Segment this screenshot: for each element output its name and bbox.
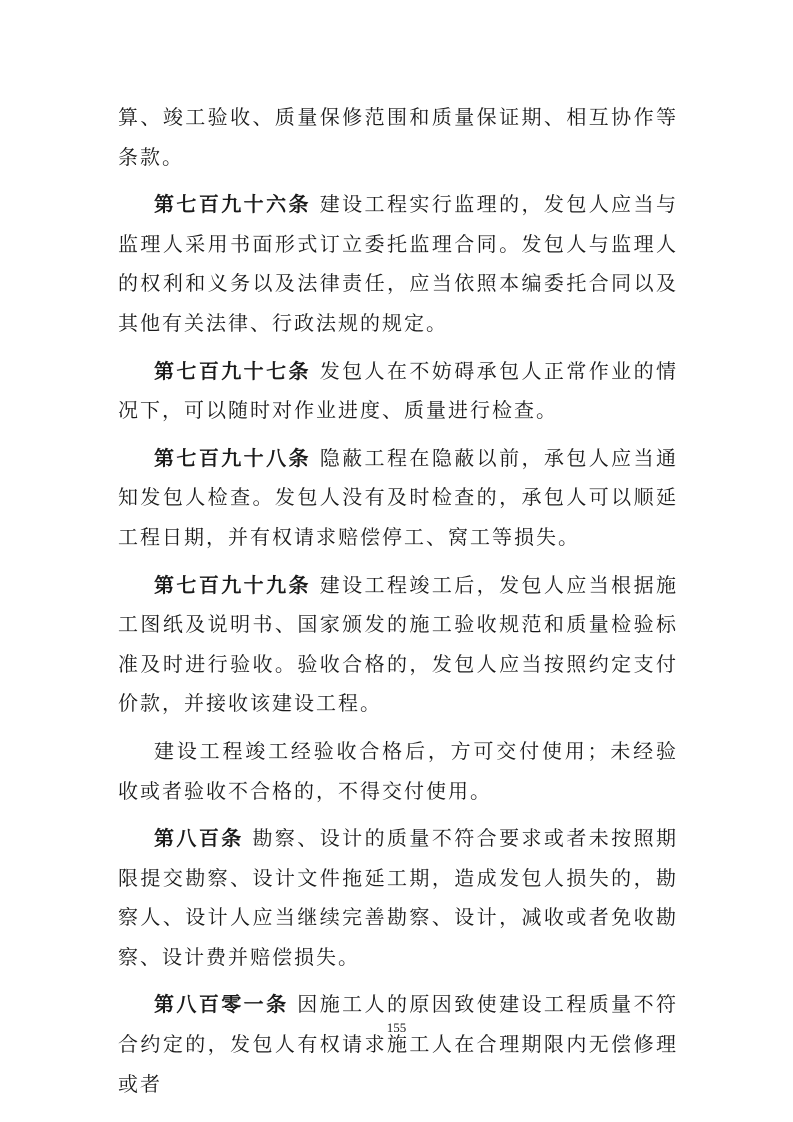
body-text (118, 98, 678, 1112)
article-799 (118, 566, 678, 724)
article-text: 发包人在不妨碍承包人正常作业的情况下，可以随时对作业进度、质量进行检查。 (118, 358, 679, 423)
page-number: 155 (386, 1020, 407, 1035)
article-number: 第八百条 (154, 826, 244, 851)
article-text: 因施工人的原因致使建设工程质量不符合约定的，发包人有权请求施工人在合理期限内无偿修理或者 (118, 992, 679, 1096)
article-797 (118, 352, 678, 431)
article-text: 建设工程竣工后，发包人应当根据施工图纸及说明书、国家颁发的施工验收规范和质量检验标准及时进行验收。验收合格的，发包人应当按照约定支付价款，并接收该建设工程。 (118, 572, 679, 716)
article-number: 第七百九十六条 (154, 192, 311, 217)
paragraph-799-2 (118, 732, 678, 811)
article-800 (118, 819, 678, 977)
article-text: 建设工程实行监理的，发包人应当与监理人采用书面形式订立委托监理合同。发包人与监理人的权利和义务以及法律责任，应当依照本编委托合同以及其他有关法律、行政法规的规定。 (118, 192, 679, 335)
article-text: 隐蔽工程在隐蔽以前，承包人应当通知发包人检查。发包人没有及时检查的，承包人可以顺延工程日期，并有权请求赔偿停工、窝工等损失。 (118, 445, 679, 549)
article-text: 勘察、设计的质量不符合要求或者未按照期限提交勘察、设计文件拖延工期，造成发包人损失的，勘察人、设计人应当继续完善勘察、设计，减收或者免收勘察、设计费并赔偿损失。 (118, 826, 679, 969)
article-number: 第七百九十七条 (154, 358, 311, 383)
article-number: 第八百零一条 (154, 992, 289, 1017)
article-801 (118, 985, 678, 1104)
article-798 (118, 439, 678, 558)
article-796 (118, 185, 678, 343)
paragraph-continuation (118, 98, 678, 177)
article-number: 第七百九十九条 (154, 572, 311, 597)
article-number: 第七百九十八条 (154, 445, 311, 470)
paragraph-text: 建设工程竣工经验收合格后，方可交付使用；未经验收或者验收不合格的，不得交付使用。 (118, 738, 678, 803)
paragraph-text: 算、竣工验收、质量保修范围和质量保证期、相互协作等条款。 (118, 105, 678, 169)
